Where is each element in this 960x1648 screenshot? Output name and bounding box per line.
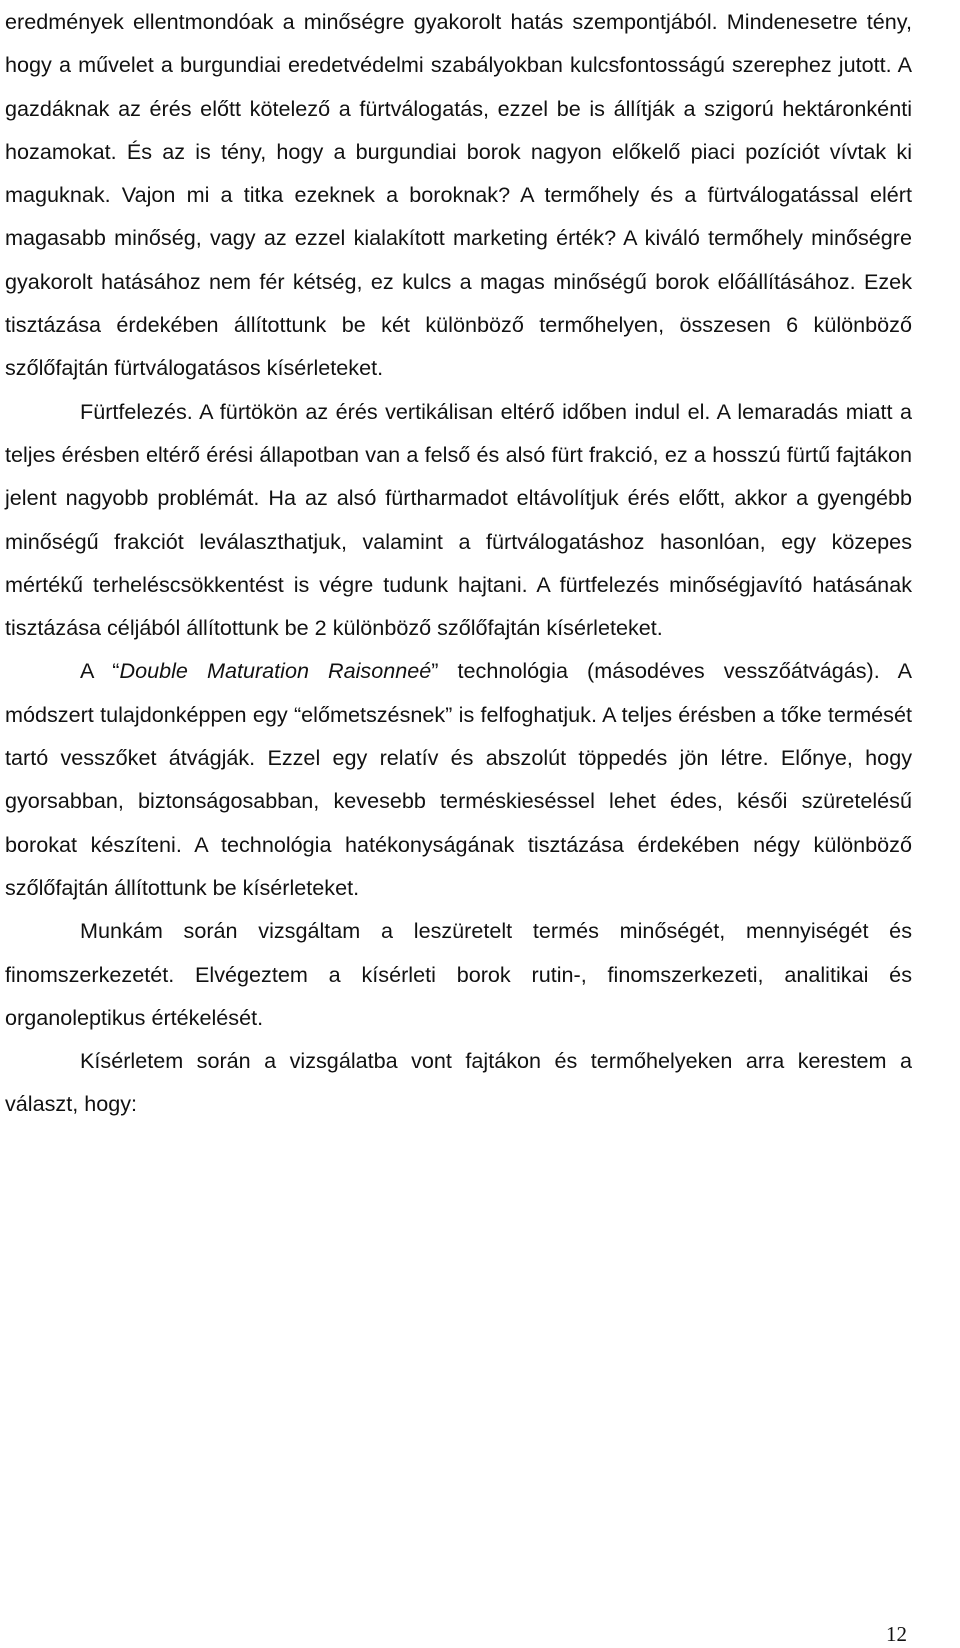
paragraph-double-maturation-lead: A “ (80, 658, 120, 684)
paragraph-grape-selection: eredmények ellentmondóak a minőségre gyakorolt hatás szempontjából. Mindenesetre tény, hogy a művelet a burgundiai eredetvédelmi szabályokban kulcsfontosságú szerephez jutott. A gazdáknak az érés előtt kötelező a fürtválogatás, ezzel be is állítják a szigorú hektáronkénti hozamokat. És az is tény, hogy a burgundiai borok nagyon előkelő piaci pozíciót vívtak ki maguknak. Vajon mi a titka ezeknek a boroknak? A termőhely és a fürtválogatással elért magasabb minőség, vagy az ezzel kialakított marketing érték? A kiváló termőhely minőségre gyakorolt hatásához nem fér kétség, ez kulcs a magas minőségű borok előállításához. Ezek tisztázása érdekében állítottunk be két különböző termőhelyen, összesen 6 különböző szőlőfajtán fürtválogatásos kísérleteket. (5, 9, 912, 381)
body-text (5, 0, 912, 1126)
paragraph-cluster-halving: Fürtfelezés. A fürtökön az érés vertikálisan eltérő időben indul el. A lemaradás miatt a teljes érésben eltérő érési állapotban van a felső és alsó fürt frakció, ez a hosszú fürtű fajtákon jelent nagyobb problémát. Ha az alsó fürtharmadot eltávolítjuk érés előtt, akkor a gyengébb minőségű frakciót leválaszthatjuk, valamint a fürtválogatáshoz hasonlóan, egy közepes mértékű terheléscsökkentést is végre tudunk hajtani. A fürtfelezés minőségjavító hatásának tisztázása céljából állítottunk be 2 különböző szőlőfajtán kísérleteket. (5, 398, 912, 641)
paragraph-double-maturation (5, 649, 912, 909)
technology-name: Double Maturation Raisonneé (119, 658, 432, 684)
paragraph-double-maturation-body: ” technológia (másodéves vesszőátvágás). A módszert tulajdonképpen egy “előmetszésnek” is felfoghatjuk. A teljes érésben a tőke termését tartó vesszőket átvágják. Ezzel egy relatív és abszolút töppedés jön létre. Előnye, hogy gyorsabban, biztonságosabban, kevesebb terméskieséssel lehet édes, késői szüretelésű borokat készíteni. A technológia hatékonyságának tisztázása érdekében négy különböző szőlőfajtán állítottunk be kísérleteket. (5, 658, 912, 900)
paragraph-research-work: Munkám során vizsgáltam a leszüretelt termés minőségét, mennyiségét és finomszerkezetét. Elvégeztem a kísérleti borok rutin-, finomszerkezeti, analitikai és organoleptikus értékelését. (5, 918, 912, 1030)
page-number: 12 (886, 1622, 907, 1646)
paragraph-research-question: Kísérletem során a vizsgálatba vont fajtákon és termőhelyeken arra kerestem a választ, hogy: (5, 1048, 912, 1117)
